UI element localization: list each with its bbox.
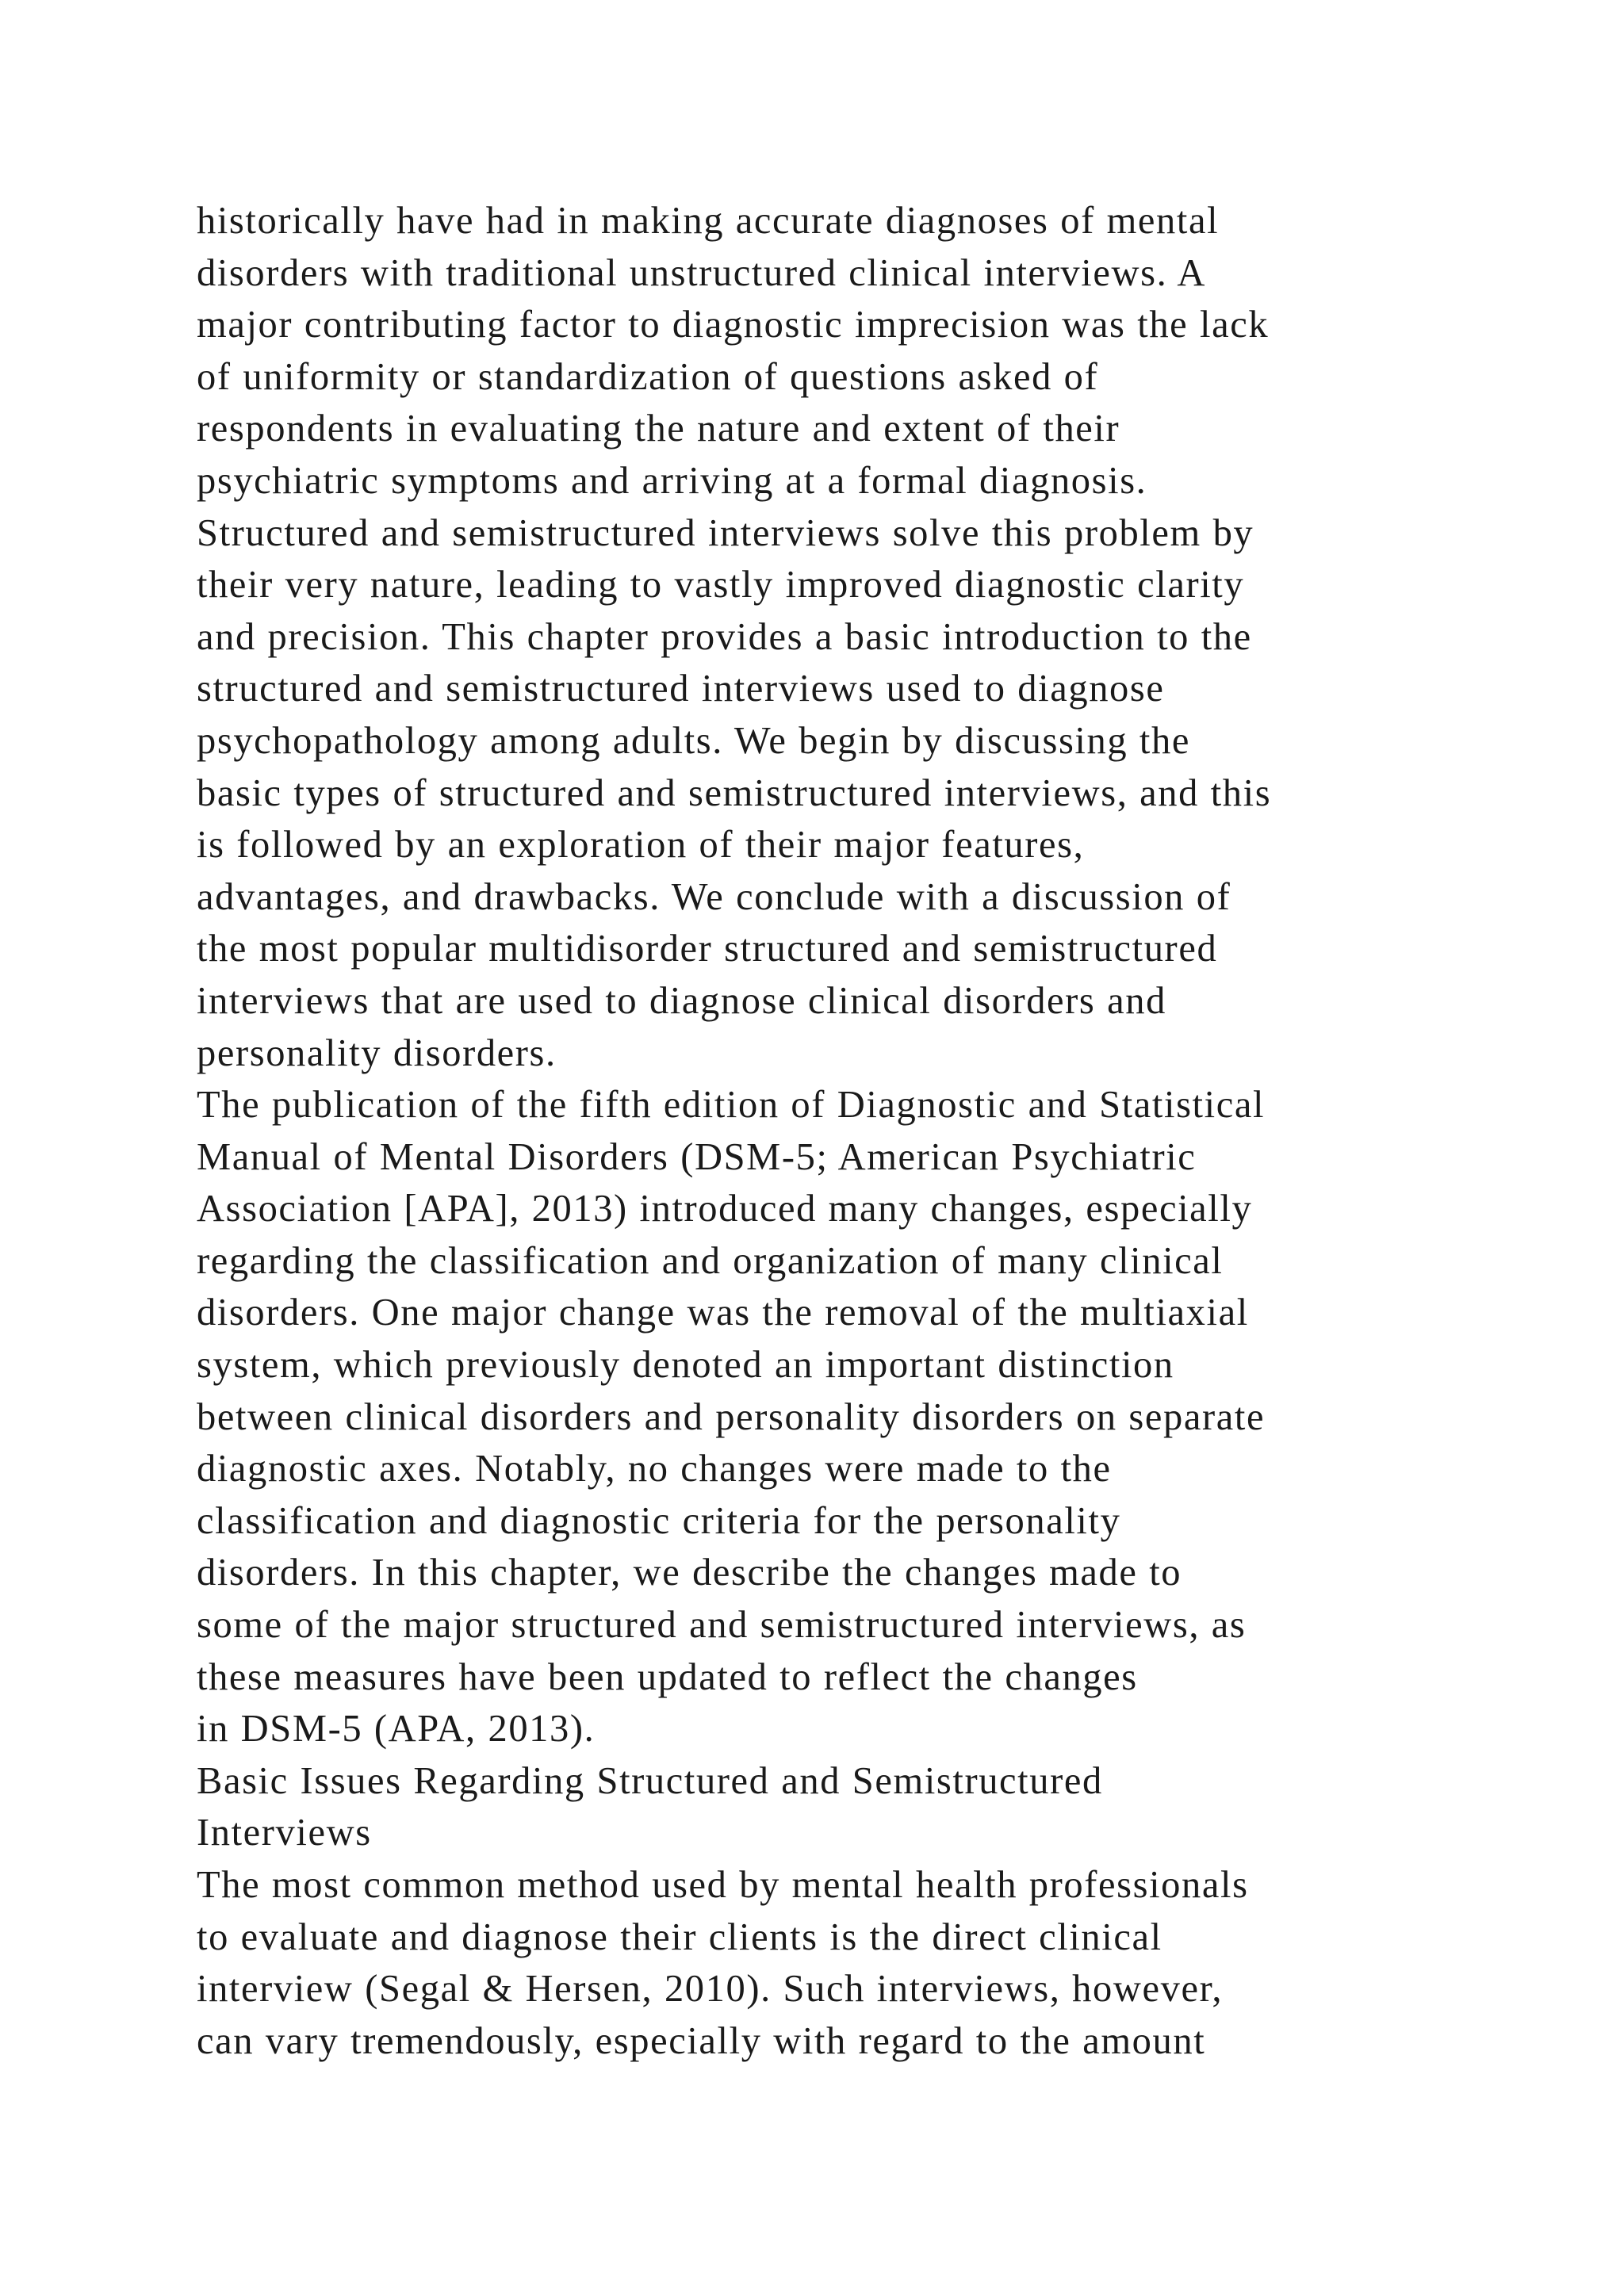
text-line: Structured and semistructured interviews solve this problem by: [197, 511, 1254, 554]
text-line: personality disorders.: [197, 1031, 557, 1074]
text-line: the most popular multidisorder structured and semistructured: [197, 928, 1218, 970]
text-line: disorders. In this chapter, we describe the changes made to: [197, 1552, 1182, 1594]
text-line: diagnostic axes. Notably, no changes were made to the: [197, 1448, 1112, 1490]
text-line: their very nature, leading to vastly improved diagnostic clarity: [197, 564, 1245, 607]
text-line: to evaluate and diagnose their clients is the direct clinical: [197, 1915, 1162, 1958]
text-line: historically have had in making accurate diagnoses of mental: [197, 200, 1220, 242]
text-line: classification and diagnostic criteria for the personality: [197, 1499, 1121, 1542]
text-line: these measures have been updated to reflect the changes: [197, 1655, 1138, 1698]
text-line: some of the major structured and semistructured interviews, as: [197, 1604, 1247, 1647]
text-line: psychopathology among adults. We begin by discussing the: [197, 719, 1190, 762]
text-line: interviews that are used to diagnose clinical disorders and: [197, 979, 1166, 1022]
body-text: [197, 195, 1497, 2067]
text-line: in DSM-5 (APA, 2013).: [197, 1708, 596, 1751]
text-line: Manual of Mental Disorders (DSM-5; American Psychiatric: [197, 1135, 1197, 1178]
text-line: respondents in evaluating the nature and extent of their: [197, 408, 1120, 450]
text-line: advantages, and drawbacks. We conclude with a discussion of: [197, 875, 1231, 918]
text-line: psychiatric symptoms and arriving at a formal diagnosis.: [197, 459, 1147, 502]
text-line: is followed by an exploration of their major features,: [197, 824, 1085, 867]
section-heading-line: Basic Issues Regarding Structured and Semistructured: [197, 1759, 1103, 1802]
text-line: The most common method used by mental health professionals: [197, 1864, 1249, 1906]
text-line: regarding the classification and organization of many clinical: [197, 1239, 1224, 1282]
text-line: The publication of the fifth edition of Diagnostic and Statistical: [197, 1084, 1266, 1127]
section-heading-line: Interviews: [197, 1812, 372, 1854]
text-line: between clinical disorders and personality disorders on separate: [197, 1395, 1266, 1438]
text-line: disorders. One major change was the removal of the multiaxial: [197, 1292, 1249, 1334]
text-line: structured and semistructured interviews used to diagnose: [197, 668, 1165, 710]
text-line: can vary tremendously, especially with regard to the amount: [197, 2019, 1206, 2062]
text-line: of uniformity or standardization of questions asked of: [197, 355, 1099, 398]
text-line: major contributing factor to diagnostic imprecision was the lack: [197, 304, 1270, 346]
text-line: system, which previously denoted an important distinction: [197, 1344, 1174, 1387]
text-line: interview (Segal & Hersen, 2010). Such interviews, however,: [197, 1968, 1224, 2011]
text-line: disorders with traditional unstructured clinical interviews. A: [197, 251, 1206, 294]
text-line: and precision. This chapter provides a basic introduction to the: [197, 615, 1252, 658]
text-line: Association [APA], 2013) introduced many changes, especially: [197, 1188, 1253, 1230]
text-line: basic types of structured and semistructured interviews, and this: [197, 771, 1272, 814]
